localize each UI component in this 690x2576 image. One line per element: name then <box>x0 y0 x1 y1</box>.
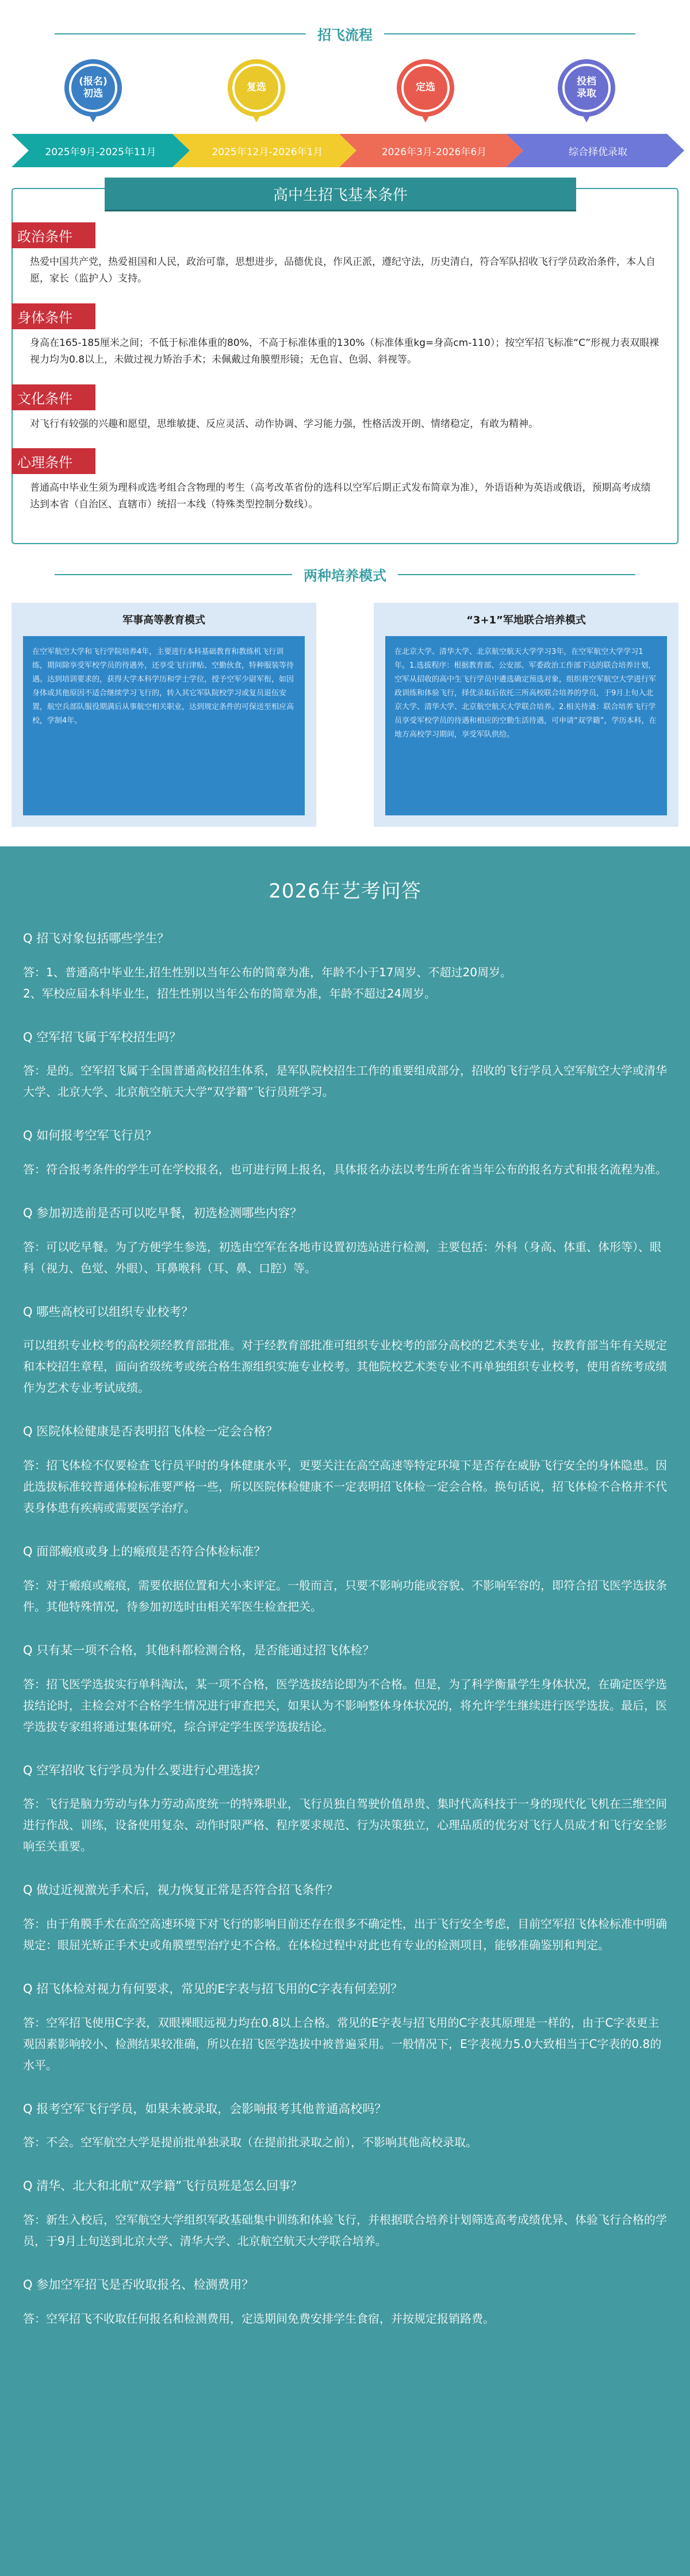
faq-answer: 答：招飞体检不仅要检查飞行员平时的身体健康水平，更要关注在高空高速等特定环境下是否存在威胁飞行安全的身体隐患。因此选拔标准较普通体检标准要严格一些，所以医院体检健康不一定表明招飞体检一定会合格。换句话说，招飞体检不合格并不代表身体患有疾病或需要医学治疗。 <box>23 1458 667 1515</box>
process-header <box>0 16 690 51</box>
condition-tag: 政治条件 <box>12 222 95 248</box>
condition-tag: 身体条件 <box>12 303 95 329</box>
faq-answer: 答：空军招飞不收取任何报名和检测费用，定选期间免费安排学生食宿，并按规定报销路费。 <box>23 2311 494 2325</box>
pin-step-4-label: 投档 录取 <box>562 64 611 112</box>
faq-question: Q 哪些高校可以组织专业校考？ <box>23 1304 194 1319</box>
pin-step-3-label: 定选 <box>401 64 450 112</box>
period-step-2: 2025年12月-2026年1月 <box>212 146 323 158</box>
faq-item <box>23 2099 667 2154</box>
process-timeline <box>0 134 690 167</box>
process-pins <box>0 53 690 134</box>
faq-question: Q 招飞体检对视力有何要求，常见的E字表与招飞用的C字表有何差别？ <box>23 1981 403 1996</box>
mode-military <box>12 603 316 827</box>
training-modes <box>0 597 690 833</box>
pin-step-1-label: (报名) 初选 <box>69 64 117 112</box>
faq-question: Q 招飞对象包括哪些学生？ <box>23 931 170 945</box>
faq-item <box>23 2275 667 2329</box>
faq-answer: 答：1、普通高中毕业生,招生性别以当年公布的简章为准，年龄不小于17周岁、不超过20周岁。 2、军校应届本科毕业生，招生性别以当年公布的简章为准，年龄不超过24周岁。 <box>23 965 512 1000</box>
condition-political <box>13 222 677 293</box>
condition-text: 身高在165-185厘米之间；不低于标准体重的80%，不高于标准体重的130%（标准体重kg=身高cm-110）；按空军招飞标准“C”形视力表双眼裸视力均为0.8以上，未做过视力矫治手术；未佩戴过角膜塑形镜；无色盲、色弱、斜视等。 <box>30 337 660 365</box>
faq-answer: 答：是的。空军招飞属于全国普通高校招生体系，是军队院校招生工作的重要组成部分，招收的飞行学员入空军航空大学或清华大学、北京大学、北京航空航天大学“双学籍”飞行员班学习。 <box>23 1064 667 1099</box>
pin-step-2-label: 复选 <box>232 64 281 112</box>
mode-text: 在北京大学、清华大学、北京航空航天大学学习3年，在空军航空大学学习1年。1.选拔程序：根据教育部、公安部、军委政治工作部下达的联合培养计划，空军从招收的高中生飞行学员中遴选确定预选对象，组织将空军航空大学进行军政训练和体验飞行，择优录取后依托三所高校联合培养的学员，于9月上旬入北京大学、清华大学、北京航空航天大学联合培养。2.相关待遇：联合培养飞行学员享受军校学员的待遇和相应的空勤生活待遇，可申请“双学籍”，学历本科，在地方高校学习期间，享受军队供给。 <box>385 636 667 815</box>
faq-item <box>23 2176 667 2252</box>
faq-question: Q 医院体检健康是否表明招飞体检一定会合格？ <box>23 1424 278 1439</box>
faq-question: Q 只有某一项不合格，其他科都检测合格，是否能通过招飞体检？ <box>23 1643 375 1657</box>
faq-answer: 答：新生入校后，空军航空大学组织军政基础集中训练和体验飞行，并根据联合培养计划筛选高考成绩优异、体验飞行合格的学员，于9月上旬送到北京大学、清华大学、北京航空航天大学联合培养。 <box>23 2212 667 2248</box>
period-step-4: 综合择优录取 <box>569 146 627 158</box>
period-step-1: 2025年9月-2025年11月 <box>45 146 156 158</box>
faq-item <box>23 1126 667 1180</box>
conditions-title: 高中生招飞基本条件 <box>105 178 576 210</box>
faq-item <box>23 1542 667 1618</box>
faq-title: 2026年艺考问答 <box>269 880 421 903</box>
faq-question: Q 参加初选前是否可以吃早餐，初选检测哪些内容？ <box>23 1206 302 1220</box>
mode-text: 在空军航空大学和飞行学院培养4年，主要进行本科基础教育和教练机飞行训练，期间除享受军校学员的待遇外，还享受飞行津贴、空勤伙食，特种服装等待遇。达到培训要求的，获得大学本科学历和学士学位，授予空军少尉军衔，如因身体或其他原因不适合继续学习飞行的，转入其它军队院校学习或复员退伍安置，航空兵部队服役期满后从事航空相关职业，达到规定条件的可保送至相应高校，学制4年。 <box>23 636 305 815</box>
faq-answer: 答：由于角膜手术在高空高速环境下对飞行的影响目前还存在很多不确定性，出于飞行安全考虑，目前空军招飞体检标准中明确规定：眼屈光矫正手术史或角膜塑型治疗史不合格。在体检过程中对此也有专业的检测项目，能够准确鉴别和判定。 <box>23 1916 667 1952</box>
faq-item <box>23 1641 667 1738</box>
process-title: 招飞流程 <box>306 24 384 44</box>
conditions-box <box>12 188 678 544</box>
faq-question: Q 空军招飞属于军校招生吗？ <box>23 1030 182 1044</box>
faq-item <box>23 1302 667 1399</box>
faq-answer: 答：招飞医学选拔实行单科淘汰，某一项不合格，医学选拔结论即为不合格。但是，为了科学衡量学生身体状况，在确定医学选拔结论时，主检会对不合格学生情况进行审查把关，如果认为不影响整体身体状况的，将允许学生继续进行医学选拔。最后，医学选拔专家组将通过集体研究，综合评定学生医学选拔结论。 <box>23 1677 667 1734</box>
faq-section <box>0 846 690 2576</box>
faq-question: Q 做过近视激光手术后，视力恢复正常是否符合招飞条件？ <box>23 1883 339 1897</box>
faq-item <box>23 1422 667 1519</box>
faq-item <box>23 1880 667 1956</box>
pin-step-4 <box>558 59 615 128</box>
page <box>0 16 690 2576</box>
faq-answer: 答：飞行是脑力劳动与体力劳动高度统一的特殊职业，飞行员独自驾驶价值昂贵、集时代高科技于一身的现代化飞机在三维空间进行作战、训练，设备使用复杂、动作时限严格、程序要求规范、行为决策独立，心理品质的优劣对飞行人员成才和飞行安全影响至关重要。 <box>23 1797 667 1854</box>
faq-question: Q 空军招收飞行学员为什么要进行心理选拔？ <box>23 1763 266 1777</box>
modes-header <box>0 557 690 591</box>
condition-text: 普通高中毕业生须为理科或选考组合含物理的考生（高考改革省份的选科以空军后期正式发布简章为准），外语语种为英语或俄语，预期高考成绩达到本省（自治区、直辖市）统招一本线（特殊类型控制分数线）。 <box>30 482 651 511</box>
pin-step-1 <box>64 59 122 128</box>
faq-answer: 答：不会。空军航空大学是提前批单独录取（在提前批录取之前），不影响其他高校录取。 <box>23 2135 477 2150</box>
faq-answer: 答：空军招飞使用C字表，双眼裸眼远视力均在0.8以上合格。常见的E字表与招飞用的C字表其原理是一样的，由于C字表更主观因素影响较小、检测结果较准确，所以在招飞医学选拔中被普遍采用。一般情况下，E字表视力5.0大致相当于C字表的0.8的水平。 <box>23 2015 662 2072</box>
faq-item <box>23 1203 667 1279</box>
faq-question: Q 清华、北大和北航“双学籍”飞行员班是怎么回事？ <box>23 2179 302 2193</box>
condition-tag: 心理条件 <box>12 448 95 474</box>
period-step-3: 2026年3月-2026年6月 <box>381 146 487 158</box>
faq-answer: 答：对于瘢痕或瘢痕，需要依据位置和大小来评定。一般而言，只要不影响功能或容貌、不影响军容的，即符合招飞医学选拔条件。其他特殊情况，待参加初选时由相关军医生检查把关。 <box>23 1578 667 1614</box>
condition-psychological <box>13 448 677 519</box>
pin-step-2 <box>228 59 285 128</box>
faq-answer: 可以组织专业校考的高校须经教育部批准。对于经教育部批准可组织专业校考的部分高校的艺术类专业，按教育部当年有关规定和本校招生章程，面向省级统考或统合格生源组织实施专业校考。其他院校艺术类专业不再单独组织专业校考，使用省统考成绩作为艺术专业考试成绩。 <box>23 1338 667 1395</box>
faq-answer: 答：符合报考条件的学生可在学校报名，也可进行网上报名，具体报名办法以考生所在省当年公布的报名方式和报名流程为准。 <box>23 1162 667 1177</box>
faq-question: Q 参加空军招飞是否收取报名、检测费用？ <box>23 2277 254 2292</box>
faq-question: Q 面部瘢痕或身上的瘢痕是否符合体检标准？ <box>23 1545 266 1559</box>
faq-item <box>23 1979 667 2076</box>
condition-text: 对飞行有较强的兴趣和愿望，思维敏捷、反应灵活、动作协调、学习能力强，性格活泼开朗、情绪稳定，有敢为精神。 <box>30 418 538 430</box>
faq-item <box>23 929 667 1004</box>
faq-item <box>23 1027 667 1103</box>
faq-question: Q 报考空军飞行学员，如果未被录取，会影响报考其他普通高校吗？ <box>23 2101 387 2116</box>
modes-title: 两种培养模式 <box>292 564 398 584</box>
condition-physical <box>13 303 677 374</box>
faq-answer: 答：可以吃早餐。为了方便学生参选，初选由空军在各地市设置初选站进行检测，主要包括：外科（身高、体重、体形等）、眼科（视力、色觉、外眼）、耳鼻喉科（耳、鼻、口腔）等。 <box>23 1239 661 1275</box>
condition-cultural <box>13 384 677 438</box>
mode-title: 军事高等教育模式 <box>122 614 205 626</box>
faq-question: Q 如何报考空军飞行员？ <box>23 1129 158 1143</box>
pin-step-3 <box>397 59 454 128</box>
mode-joint <box>374 603 678 827</box>
faq-list <box>23 929 667 2329</box>
mode-title: “3+1”军地联合培养模式 <box>466 614 586 626</box>
faq-item <box>23 1761 667 1858</box>
condition-tag: 文化条件 <box>12 384 95 410</box>
condition-text: 热爱中国共产党，热爱祖国和人民，政治可靠，思想进步，品德优良，作风正派，遵纪守法，历史清白，符合军队招收飞行学员政治条件，本人自愿，家长（监护人）支持。 <box>30 256 656 284</box>
